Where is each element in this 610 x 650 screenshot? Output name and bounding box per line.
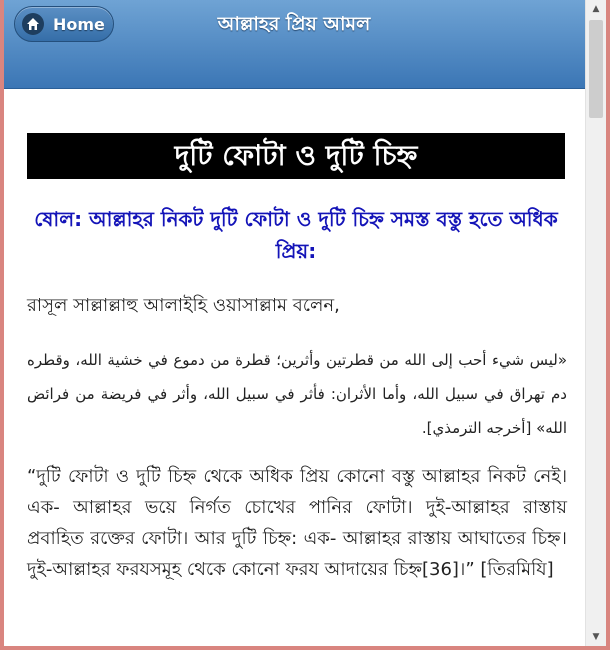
article-title: দুটি ফোটা ও দুটি চিহ্ন: [27, 133, 565, 179]
arabic-hadith: «ليس شيء أحب إلى الله من قطرتين وأثرين؛ قطرة من دموع في خشية الله، وقطره دم تهراق في سبيل الله، وأما الأثران: فأثر في سبيل الله، وأثر في فريضة من فرائض الله» [أخرجه الترمذي].: [27, 351, 567, 437]
home-button[interactable]: [14, 6, 114, 42]
header-bar: [4, 0, 586, 89]
intro-paragraph: রাসূল সাল্লাল্লাহু আলাইহি ওয়াসাল্লাম বলেন,: [27, 295, 340, 316]
home-icon: [22, 13, 44, 35]
main-content: [4, 89, 586, 646]
home-button-label: Home: [53, 14, 105, 34]
arrow-down-icon[interactable]: ▼: [592, 632, 600, 642]
page-title: আল্লাহর প্রিয় আমল: [217, 13, 371, 35]
hadith-translation: “দুটি ফোটা ও দুটি চিহ্ন থেকে অধিক প্রিয় কোনো বস্তু আল্লাহর নিকট নেই। এক- আল্লাহর ভয়ে নির্গত চোখের পানির ফোটা। দুই-আল্লাহর রাস্তায় প্রবাহিত রক্তের ফোটা। আর দুটি চিহ্ন: এক- আল্লাহর রাস্তায় আঘাতের চিহ্ন। দুই-আল্লাহর ফরযসমূহ থেকে কোনো ফরয আদায়ের চিহ্ন[36]।” [তিরমিযি]: [27, 466, 567, 580]
vertical-scrollbar[interactable]: [585, 0, 606, 646]
scroll-thumb[interactable]: [589, 20, 603, 118]
arrow-up-icon[interactable]: ▲: [592, 4, 600, 14]
article-subtitle: ষোল: আল্লাহর নিকট দুটি ফোটা ও দুটি চিহ্ন সমস্ত বস্তু হতে অধিক প্রিয়:: [34, 207, 558, 263]
app-window: [4, 0, 606, 646]
